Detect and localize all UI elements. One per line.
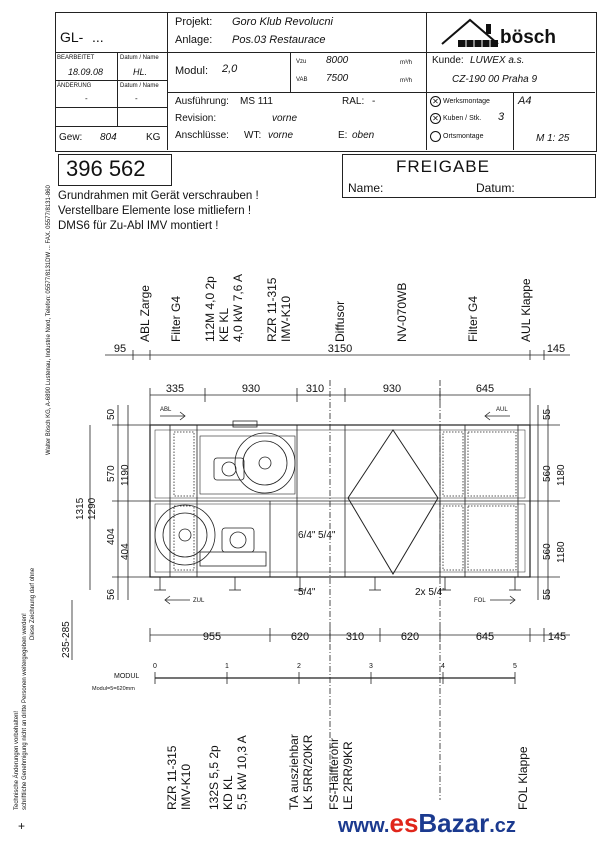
- dim-left-1290: 1290: [87, 497, 98, 520]
- anlage-value: Pos.03 Restaurace: [232, 34, 326, 46]
- name-label: Name:: [348, 181, 384, 195]
- kunde-label: Kunde:: [432, 55, 464, 66]
- dim-lower-4: 620: [400, 631, 420, 643]
- modul-label: MODUL: [114, 673, 140, 680]
- bottom-label-ta: TA ausziehbar: [287, 734, 301, 810]
- vab-label: VAB: [296, 77, 308, 83]
- aenderung-name: -: [135, 94, 138, 103]
- kuben-label: Kuben / Stk.: [443, 115, 482, 122]
- dim-left-1190: 1190: [120, 464, 131, 486]
- vzu-unit: m³/h: [400, 60, 412, 66]
- gl-value: ...: [92, 29, 104, 45]
- vab-value: 7500: [326, 73, 349, 84]
- dim-upper-3: 310: [305, 383, 325, 395]
- vzu-value: 8000: [326, 55, 349, 66]
- company-address-line: Walter Bösch KG, A-6890 Lustenau, Industrie Nord, Telefon: 05577/8131DW ... FAX. 05577/8131-860: [46, 185, 52, 455]
- top-label-filter-g4-right: Filter G4: [466, 295, 480, 342]
- modul-tick-2: 2: [297, 663, 301, 670]
- ausfuehrung-value: MS 111: [240, 96, 273, 107]
- freigabe-label: FREIGABE: [396, 157, 490, 176]
- dim-right-560-lower: 560: [542, 543, 553, 560]
- wt-value: vorne: [268, 130, 294, 141]
- modul-value: 2,0: [222, 63, 238, 75]
- dim-top-left: 95: [113, 343, 127, 355]
- dim-upper-2: 930: [241, 383, 261, 395]
- dim-upper-4: 930: [382, 383, 402, 395]
- dim-right-1180-upper: 1180: [556, 464, 567, 486]
- e-value: oben: [352, 130, 375, 141]
- top-label-nv: NV-070WB: [395, 282, 409, 342]
- dim-left-1315: 1315: [75, 497, 86, 520]
- top-label-abl-zarge: ABL Zarge: [138, 285, 152, 342]
- kunde-address: CZ-190 00 Praha 9: [452, 74, 538, 85]
- dim-right-55-bottom: 55: [542, 588, 553, 600]
- dim-total-width: 3150: [327, 343, 353, 355]
- dim-lower-1: 955: [202, 631, 222, 643]
- logo-text: bösch: [500, 27, 556, 48]
- wt-label: WT:: [244, 130, 262, 141]
- watermark-prefix: www.: [338, 815, 390, 837]
- dim-left-570: 570: [106, 465, 117, 482]
- dim-lower-6: 145: [547, 631, 567, 643]
- dim-left-56: 56: [106, 588, 117, 600]
- bearbeitet-date: 18.09.08: [68, 67, 104, 77]
- crosshair-mark: +: [18, 819, 26, 833]
- watermark-suffix: .cz: [489, 815, 516, 837]
- legal-line-2: schriftliche Genehmigung nicht an dritte Personen weitergegeben werden!: [22, 613, 28, 810]
- top-label-fan-2: IMV-K10: [279, 295, 293, 342]
- modul-label: Modul:: [175, 65, 209, 77]
- dim-left-50: 50: [106, 408, 117, 420]
- anlage-label: Anlage:: [175, 34, 213, 46]
- gl-label: GL-: [60, 29, 84, 45]
- format-value: A4: [518, 95, 532, 107]
- ral-value: -: [372, 96, 376, 107]
- top-label-filter-g4-left: Filter G4: [169, 295, 183, 342]
- connection-3: 5/4": [298, 587, 316, 598]
- dim-left-235-285: 235-285: [61, 621, 72, 658]
- dim-left-404-b: 404: [120, 543, 131, 560]
- connection-4: 2x 5/4": [415, 587, 446, 598]
- dim-top-right: 145: [546, 343, 566, 355]
- watermark-brand-es: es: [389, 808, 419, 838]
- bottom-label-lk: LK 5RR/20KR: [301, 734, 315, 810]
- note-3: DMS6 für Zu-Abl IMV montiert !: [58, 220, 219, 232]
- revision-value: vorne: [272, 113, 298, 124]
- bottom-label-motor-3: 5,5 kW 10,3 A: [235, 735, 249, 810]
- top-label-diffusor: Diffusor: [333, 300, 347, 342]
- werksmontage-checked-icon: ✕: [430, 96, 441, 107]
- aenderung-label: ÄNDERUNG: [57, 83, 92, 89]
- dim-upper-5: 645: [475, 383, 495, 395]
- anschluesse-label: Anschlüsse:: [175, 130, 229, 141]
- modul-tick-3: 3: [369, 663, 373, 670]
- kuben-value: 3: [498, 111, 505, 123]
- projekt-value: Goro Klub Revolucni: [232, 16, 333, 28]
- top-label-fan-1: RZR 11-315: [265, 277, 279, 342]
- bearbeitet-name: HL.: [133, 67, 148, 77]
- flow-zul: ZUL: [193, 598, 205, 604]
- connection-2: 5/4": [318, 530, 336, 541]
- order-number: 396 562: [66, 156, 146, 181]
- flow-abl: ABL: [160, 407, 172, 413]
- dim-lower-2: 620: [290, 631, 310, 643]
- bottom-label-le: LE 2RR/9KR: [341, 741, 355, 810]
- modul-tick-0: 0: [153, 663, 157, 670]
- note-2: Verstellbare Elemente lose mitliefern !: [58, 205, 252, 217]
- ral-label: RAL:: [342, 96, 365, 107]
- modul-tick-4: 4: [441, 663, 445, 670]
- watermark: [338, 810, 516, 836]
- kuben-checked-icon: ✕: [430, 113, 441, 124]
- revision-label: Revision:: [175, 113, 217, 124]
- bearbeitet-label: BEARBEITET: [57, 55, 95, 61]
- modul-tick-5: 5: [513, 663, 517, 670]
- scale-value: M 1: 25: [536, 133, 570, 144]
- ortsmontage-label: Ortsmontage: [443, 133, 484, 140]
- top-label-aul-klappe: AUL Klappe: [519, 278, 533, 342]
- top-label-motor-3: 4,0 kW 7,6 A: [231, 273, 245, 342]
- modul-tick-1: 1: [225, 663, 229, 670]
- projekt-label: Projekt:: [175, 16, 213, 28]
- gew-label: Gew:: [59, 132, 83, 143]
- datum-name-header-2: Datum / Name: [120, 83, 159, 89]
- note-1: Grundrahmen mit Gerät verschrauben !: [58, 190, 259, 202]
- gew-unit: KG: [146, 132, 161, 143]
- ausfuehrung-label: Ausführung:: [175, 96, 229, 107]
- datum-label: Datum:: [476, 181, 515, 195]
- legal-line-3: Diese Zeichnung darf ohne: [30, 567, 36, 640]
- bottom-label-motor-1: 132S 5,5 2p: [207, 745, 221, 810]
- vab-unit: m³/h: [400, 78, 412, 84]
- bottom-label-fol: FOL Klappe: [516, 746, 530, 810]
- werksmontage-label: Werksmontage: [443, 98, 490, 105]
- dim-upper-1: 335: [165, 383, 185, 395]
- top-label-motor-1: 112M 4,0 2p: [203, 276, 217, 342]
- connection-1: 6/4": [298, 530, 316, 541]
- aenderung-date: -: [85, 94, 88, 103]
- flow-aul: AUL: [496, 407, 508, 413]
- vzu-label: Vzu: [296, 59, 307, 65]
- bottom-label-imv: IMV-K10: [179, 763, 193, 810]
- bottom-label-motor-2: KD KL: [221, 775, 235, 810]
- gew-value: 804: [100, 132, 117, 143]
- watermark-brand-bazar: Bazar: [418, 808, 490, 838]
- kunde-value: LUWEX a.s.: [470, 55, 525, 66]
- dim-lower-3: 310: [345, 631, 365, 643]
- dim-left-404-a: 404: [106, 528, 117, 545]
- dim-right-1180-lower: 1180: [556, 541, 567, 563]
- dim-right-560-upper: 560: [542, 465, 553, 482]
- top-label-motor-2: KE KL: [217, 307, 231, 342]
- legal-line-1: Technische Änderungen vorbehalten!: [14, 710, 20, 810]
- e-label: E:: [338, 130, 348, 141]
- flow-fol: FOL: [474, 598, 486, 604]
- datum-name-header: Datum / Name: [120, 55, 159, 61]
- modul-sublabel: Modul=5=620mm: [92, 686, 135, 692]
- dim-lower-5: 645: [475, 631, 495, 643]
- bottom-label-fs: FS-Halfterohr: [327, 737, 341, 810]
- dim-right-55-top: 55: [542, 408, 553, 420]
- bottom-label-rzr: RZR 11-315: [165, 745, 179, 810]
